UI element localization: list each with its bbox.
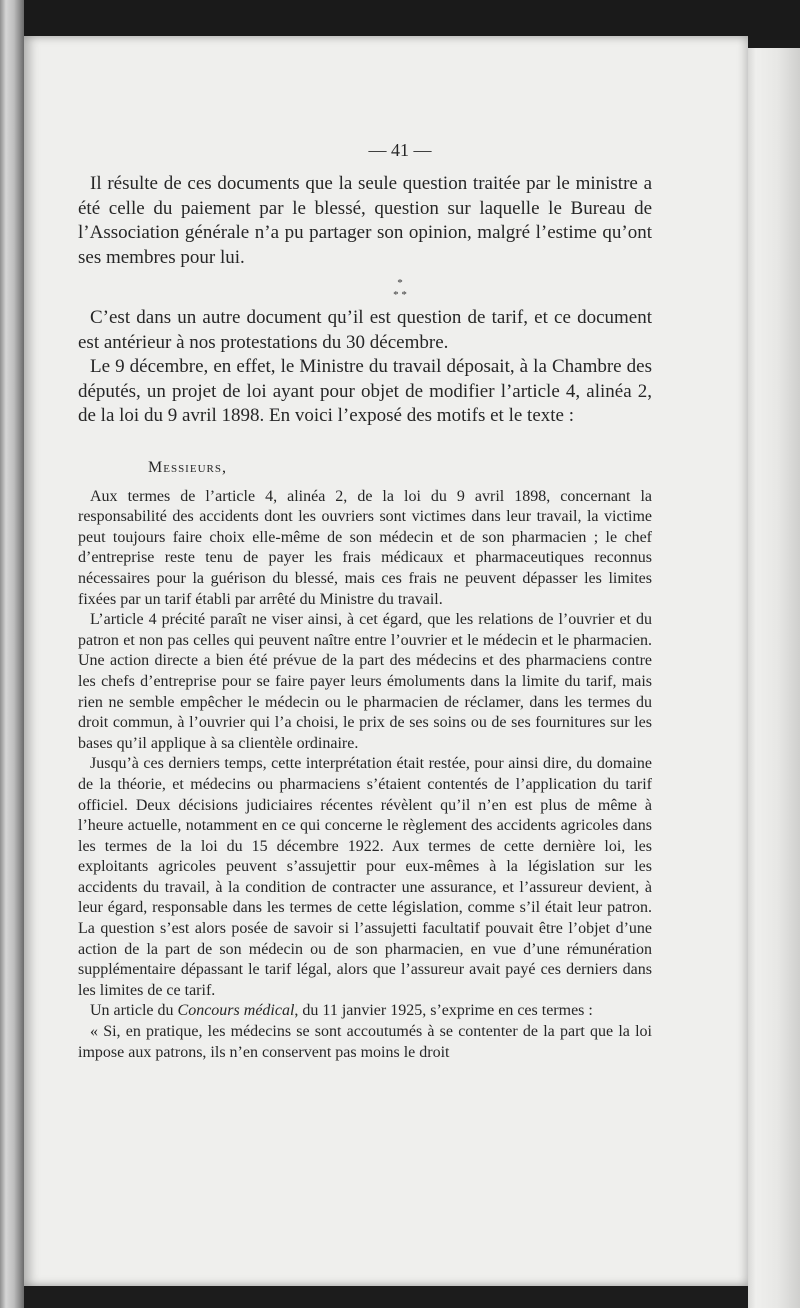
- expose-paragraph-4-start: Un article du: [90, 1002, 178, 1020]
- binding-edge: [0, 0, 24, 1308]
- page-number: — 41 —: [368, 140, 432, 160]
- section-two-paragraph-2: Le 9 décembre, en effet, le Ministre du travail déposait, à la Chambre des députés, un projet de loi ayant pour objet de modifier l’article 4, alinéa 2, de la loi du 9 avril 1898. En voici l’exposé des motifs et le texte :: [78, 356, 652, 426]
- separator-top-star: *: [397, 277, 403, 289]
- section-two: [78, 306, 652, 429]
- expose-des-motifs: [78, 458, 652, 1063]
- section-two-paragraph-1: C’est dans un autre document qu’il est question de tarif, et ce document est antérieur à nos protestations du 30 décembre.: [78, 307, 652, 353]
- journal-title: Concours médical: [177, 1002, 295, 1020]
- expose-paragraph-4: [78, 1001, 652, 1022]
- page-edge-right: [748, 48, 800, 1308]
- expose-paragraph-1: Aux termes de l’article 4, alinéa 2, de la loi du 9 avril 1898, concernant la responsabilité des accidents dont les ouvriers sont victimes dans leur travail, la victime peut toujours faire choix elle-même de son médecin et de son pharmacien ; le chef d’entreprise reste tenu de payer les frais médicaux et pharmaceutiques reconnus nécessaires pour la guérison du blessé, mais ces frais ne peuvent dépasser les limites fixées par un tarif établi par arrêté du Ministre du travail.: [78, 487, 652, 608]
- intro-paragraph: [78, 172, 652, 270]
- intro-text: Il résulte de ces documents que la seule question traitée par le ministre a été celle du paiement par le blessé, question sur laquelle le Bureau de l’Association générale n’a pu partager son opinion, malgré l’estime qu’ont ses membres pour lui.: [78, 173, 652, 268]
- scan-top-border: [0, 0, 800, 40]
- salutation: Messieurs,: [148, 459, 227, 476]
- expose-paragraph-5: « Si, en pratique, les médecins se sont accoutumés à se contenter de la part que la loi impose aux patrons, ils n’en conservent pas moins le droit: [78, 1023, 652, 1061]
- expose-paragraph-4-end: , du 11 janvier 1925, s’exprime en ces termes :: [294, 1002, 593, 1020]
- expose-paragraph-2: L’article 4 précité paraît ne viser ainsi, à cet égard, que les relations de l’ouvrier et du patron et non pas celles qui peuvent naître entre l’ouvrier et le médecin et le pharmacien. Une action directe a bien été prévue de la part des médecins et des pharmaciens contre les chefs d’entreprise pour se faire payer leurs émoluments dans la limite du tarif, mais rien ne semble empêcher le médecin ou le pharmacien de réclamer, dans les termes du droit commun, à l’ouvrier qui l’a choisi, le prix de ses soins ou de ses fournitures sur les bases qu’il applique à sa clientèle ordinaire.: [78, 611, 652, 752]
- separator-bottom-stars: * *: [393, 289, 407, 301]
- expose-paragraph-3: Jusqu’à ces derniers temps, cette interprétation était restée, pour ainsi dire, du domaine de la théorie, et médecins ou pharmaciens s’étaient contentés de l’application du tarif officiel. Deux décisions judiciaires récentes révèlent qu’il n’en est plus de même à l’heure actuelle, notamment en ce qui concerne le règlement des accidents agricoles dans les termes de la loi du 15 décembre 1922. Aux termes de cette dernière loi, les exploitants agricoles peuvent s’assujettir pour eux-mêmes à la législation sur les accidents du travail, à la condition de contracter une assurance, et l’assureur devient, à leur égard, responsable dans les termes de cette législation, comme s’il était leur patron. La question s’est alors posée de savoir si l’assujetti facultatif pouvait être l’objet d’une action de la part de son médecin ou de son pharmacien, en vue d’une rémunération supplémentaire dépassant le tarif légal, alors que l’assureur avait payé ces derniers dans les limites de ce tarif.: [78, 755, 652, 999]
